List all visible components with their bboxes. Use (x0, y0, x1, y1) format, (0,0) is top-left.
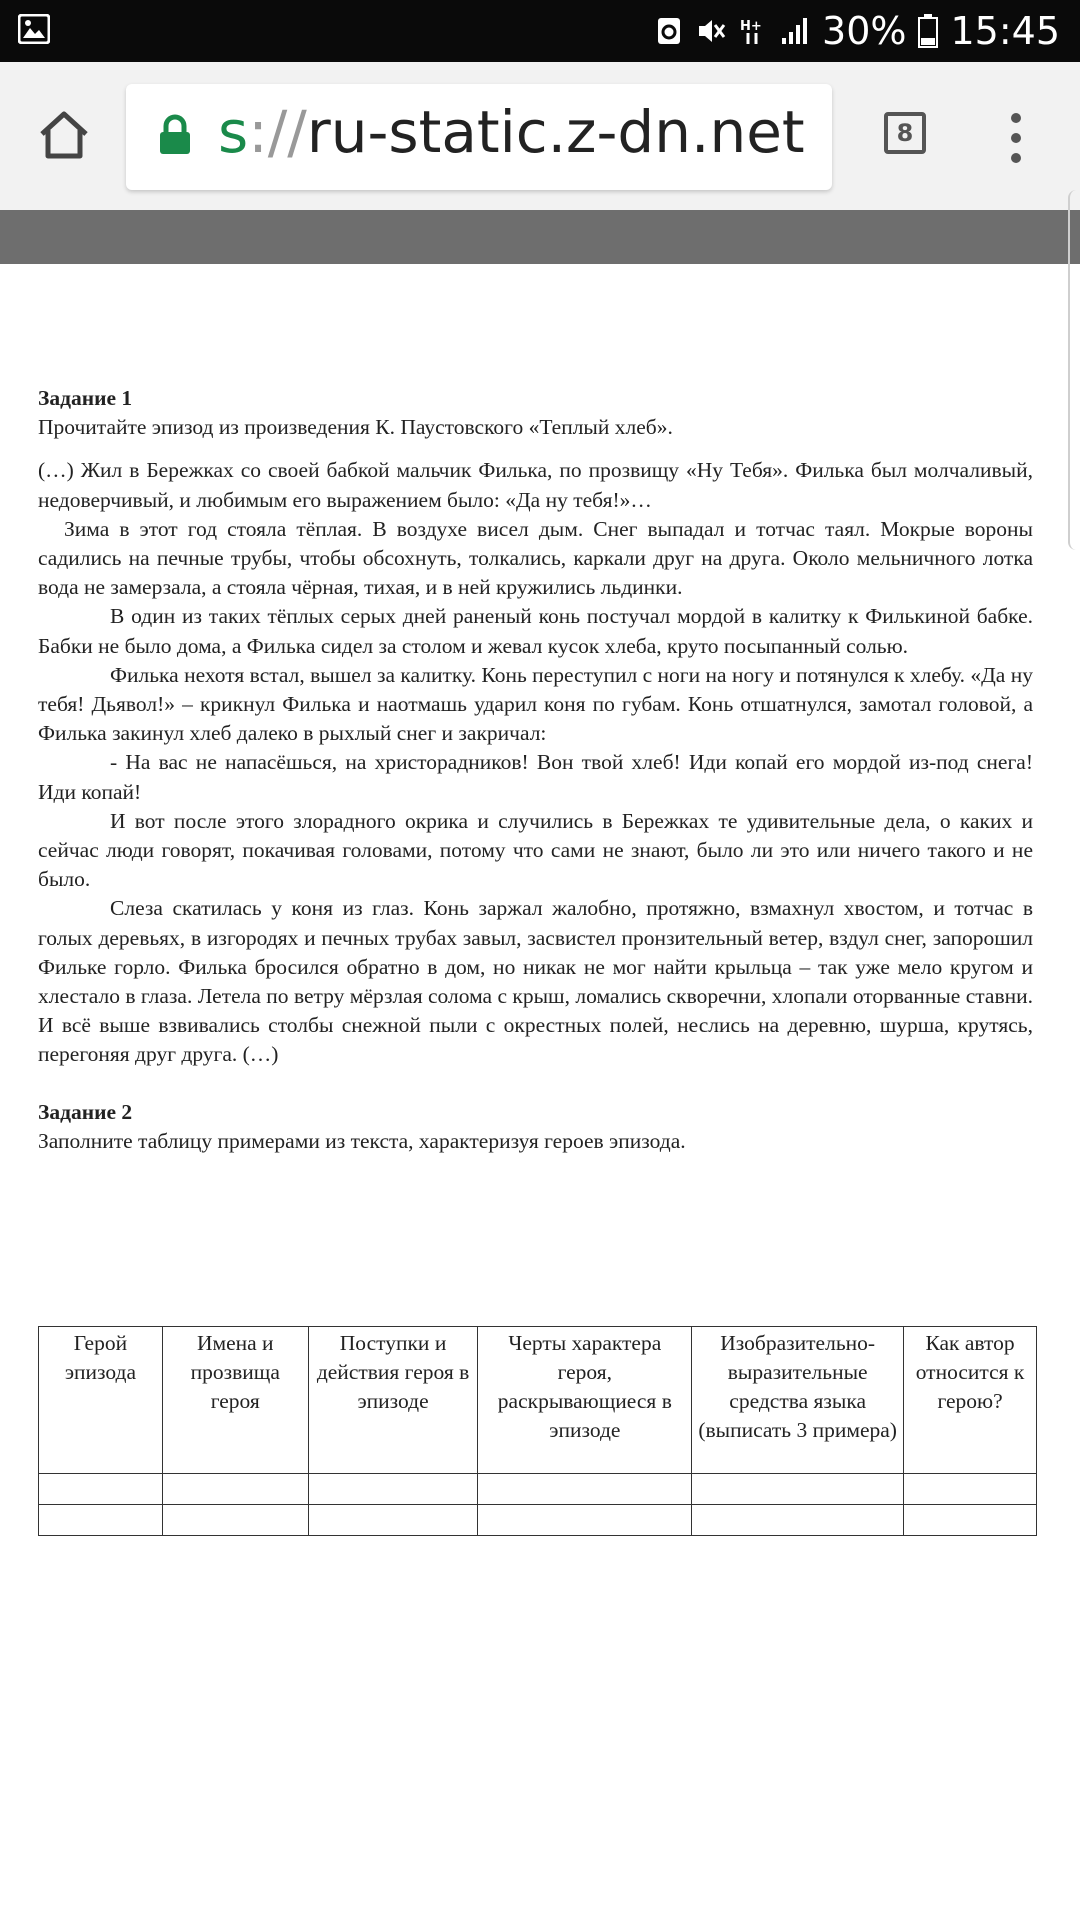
paragraph: И вот после этого злорадного окрика и случились в Бережках те удивительные дела, о каких и сейчас люди говорят, покачивая головами, потому что сами не знают, было ли это или ничего такого и не было. (38, 808, 1033, 892)
table-header: Изобразительно-выразительные средства языка (выписать 3 примера) (692, 1327, 904, 1474)
image-icon (18, 14, 50, 44)
overflow-menu-icon[interactable] (1004, 108, 1028, 168)
table-row (39, 1505, 1037, 1536)
clock: 15:45 (950, 9, 1060, 53)
home-icon[interactable] (36, 106, 92, 162)
url-text[interactable] (218, 98, 818, 166)
table-cell (162, 1505, 308, 1536)
paragraph: Слеза скатилась у коня из глаз. Конь заржал жалобно, протяжно, взмахнул хвостом, и тотчас в голых деревьях, в изгородях и печных трубах завыл, засвистел пронзительный ветер, вздул снег, запорошил Фильке горло. Филька бросился обратно в дом, но никак не мог найти крыльца – так уже мело кругом и хлестало в глаза. Летела по ветру мёрзлая солома с крыш, ломались скворечни, хлопали оторванные ставни. И всё выше взвивались столбы снежной пыли с окрестных полей, неслись на деревню, шурша, крутясь, перегоняя друг друга. (…) (38, 896, 1033, 1067)
table-header: Герой эпизода (39, 1327, 163, 1474)
characteristics-table (38, 1326, 1037, 1536)
table-cell (308, 1474, 478, 1505)
lock-icon (158, 114, 192, 156)
sync-icon (654, 16, 684, 46)
table-cell (904, 1474, 1037, 1505)
table-cell (692, 1474, 904, 1505)
table-header: Как автор относится к герою? (904, 1327, 1037, 1474)
battery-icon (918, 14, 938, 48)
paragraph: Филька нехотя встал, вышел за калитку. Конь переступил с ноги на ногу и потянулся к хлебу. «Да ну тебя! Дьявол!» – крикнул Филька и наотмашь ударил коня по губам. Конь отшатнулся, замотал головой, а Филька закинул хлеб далеко в рыхлый снег и закричал: (38, 662, 1033, 746)
url-separator: :// (248, 98, 307, 166)
paragraph: (…) Жил в Бережках со своей бабкой мальчик Филька, по прозвищу «Ну Тебя». Филька был молчаливый, недоверчивый, и любимым его выражением было: «Да ну тебя!»… (38, 458, 1033, 512)
table-cell (478, 1505, 692, 1536)
table-cell (162, 1474, 308, 1505)
document-content (38, 384, 1033, 1156)
signal-icon (780, 16, 810, 46)
table-cell (692, 1505, 904, 1536)
table-row (39, 1474, 1037, 1505)
task1-title: Задание 1 (38, 386, 133, 410)
paragraph: Зима в этот год стояла тёплая. В воздухе висел дым. Снег выпадал и тотчас таял. Мокрые вороны садились на печные трубы, чтобы обсохнуть, толкались, каркали друг на друга. Около мельничного лотка вода не замерзала, а стояла чёрная, тихая, и в ней кружились льдинки. (38, 516, 1033, 600)
paragraph: - На вас не напасёшься, на христорадников! Вон твой хлеб! Иди копай его мордой из-под снега! Иди копай! (38, 750, 1033, 804)
paragraph: В один из таких тёплых серых дней раненый конь постучал мордой в калитку к Филькиной бабке. Бабки не было дома, а Филька сидел за столом и жевал кусок хлеба, круто посыпанный солью. (38, 604, 1033, 658)
tab-switcher-button[interactable]: 8 (884, 112, 926, 154)
table-cell (39, 1474, 163, 1505)
table-cell (39, 1505, 163, 1536)
browser-toolbar (0, 62, 1080, 211)
table-header-row (39, 1327, 1037, 1474)
task2-title: Задание 2 (38, 1099, 133, 1124)
table-header: Поступки и действия героя в эпизоде (308, 1327, 478, 1474)
address-bar[interactable] (126, 84, 832, 190)
task2-prompt: Заполните таблицу примерами из текста, характеризуя героев эпизода. (38, 1128, 686, 1153)
status-bar (0, 0, 1080, 62)
svg-text:H+: H+ (740, 19, 762, 34)
url-host: ru-static.z-dn.net (306, 98, 805, 166)
page-banner (0, 210, 1080, 264)
battery-percent: 30% (822, 9, 907, 53)
table-header: Черты характера героя, раскрывающиеся в эпизоде (478, 1327, 692, 1474)
table-cell (308, 1505, 478, 1536)
scroll-indicator[interactable] (1068, 190, 1080, 550)
network-h-plus-icon (738, 16, 768, 46)
table-header: Имена и прозвища героя (162, 1327, 308, 1474)
mute-icon (696, 16, 726, 46)
table-cell (478, 1474, 692, 1505)
table-cell (904, 1505, 1037, 1536)
task1-prompt: Прочитайте эпизод из произведения К. Паустовского «Теплый хлеб». (38, 415, 673, 440)
url-scheme: s (218, 98, 249, 166)
